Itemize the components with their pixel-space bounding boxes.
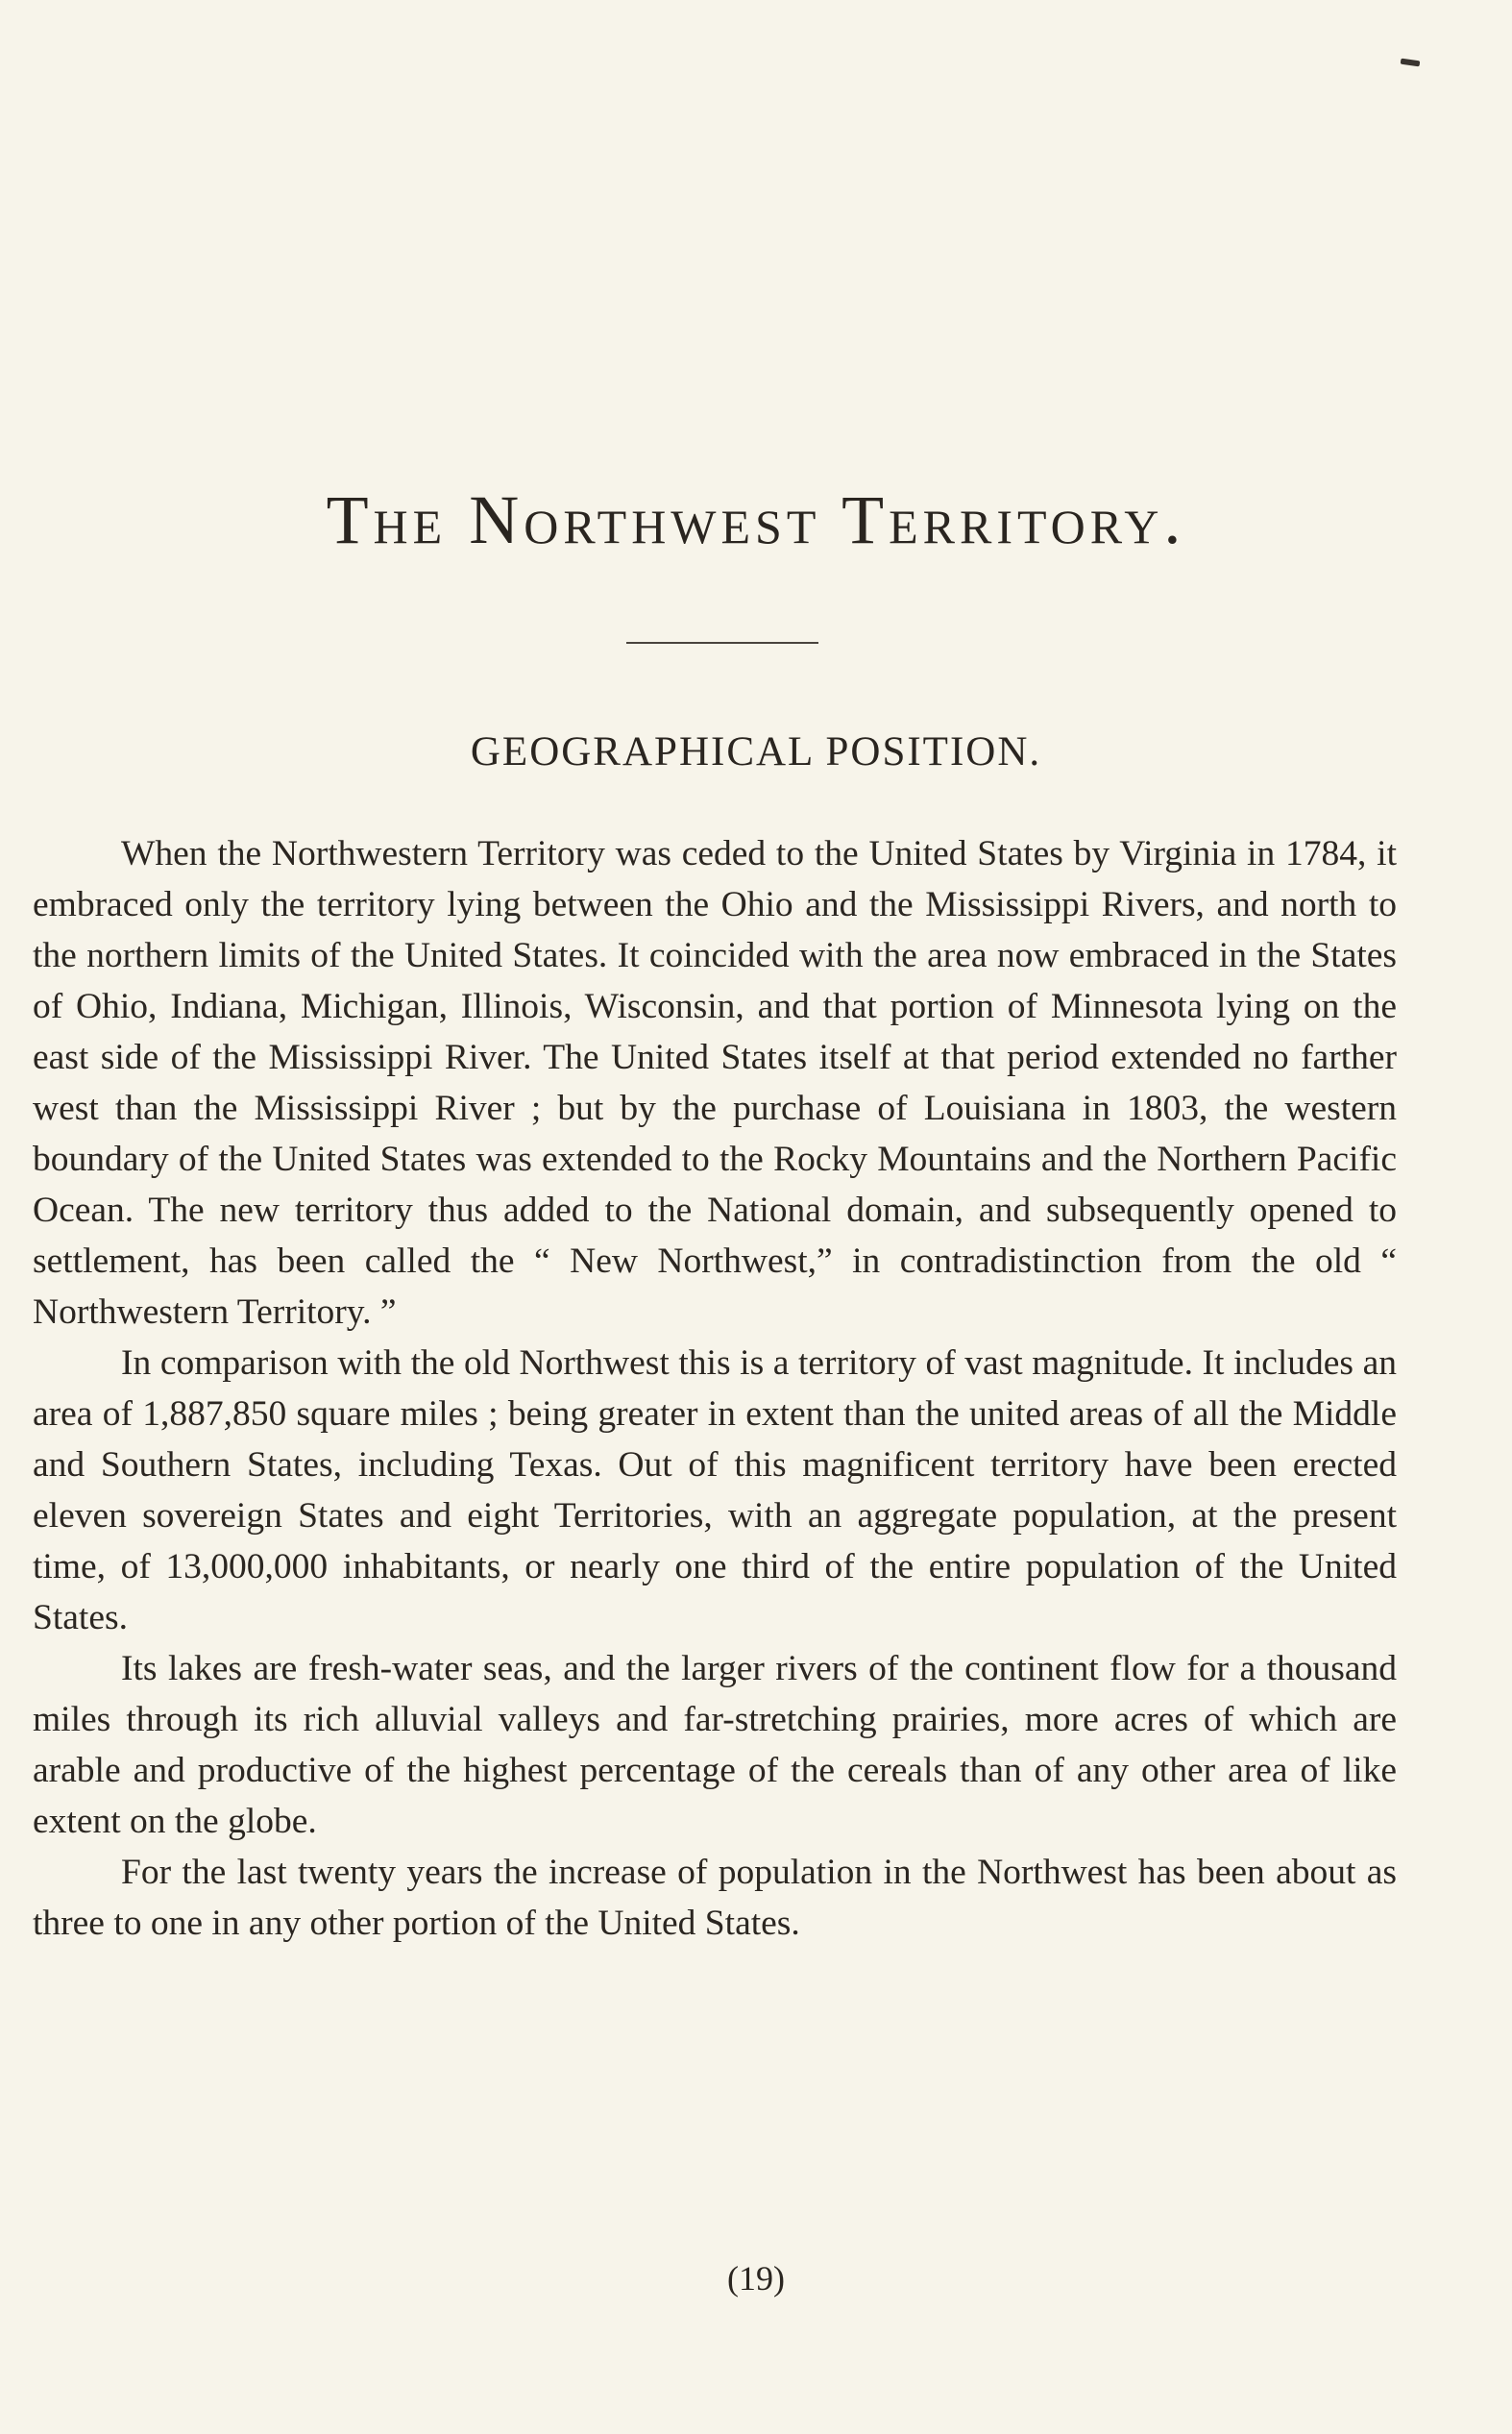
page-title: The Northwest Territory. [326, 481, 1186, 558]
paragraph: In comparison with the old Northwest this is a territory of vast magnitude. It includes an area of 1,887,850 square miles ; being greater in extent than the united areas of all the Middle and Southern States, including Texas. Out of this magnificent territory have been erected eleven sovereign States and eight Territories, with an aggregate population, at the present time, of 13,000,000 inhabitants, or nearly one third of the entire population of the United States. [33, 1343, 1397, 1637]
page-number: (19) [727, 2259, 785, 2298]
paragraph: For the last twenty years the increase of population in the Northwest has been about as three to one in any other portion of the United States. [33, 1853, 1397, 1943]
paragraph: When the Northwestern Territory was ceded to the United States by Virginia in 1784, it embraced only the territory lying between the Ohio and the Mississippi Rivers, and north to the northern limits of the United States. It coincided with the area now embraced in the States of Ohio, Indiana, Michigan, Illinois, Wisconsin, and that portion of Minnesota lying on the east side of the Mississippi River. The United States itself at that period extended no farther west than the Mississippi River ; but by the purchase of Louisiana in 1803, the western boundary of the United States was extended to the Rocky Mountains and the Northern Pacific Ocean. The new territory thus added to the National domain, and subsequently opened to settlement, has been called the “ New Northwest,” in contradistinction from the old “ Northwestern Territory. ” [33, 834, 1397, 1332]
title-divider [626, 642, 818, 644]
ink-mark [1401, 59, 1421, 67]
paragraph: Its lakes are fresh-water seas, and the larger rivers of the continent flow for a thousand miles through its rich alluvial valleys and far-stretching prairies, more acres of which are arable and productive of the highest percentage of the cereals than of any other area of like extent on the globe. [33, 1649, 1397, 1841]
body-text [33, 828, 1397, 1949]
section-heading: GEOGRAPHICAL POSITION. [470, 729, 1042, 774]
